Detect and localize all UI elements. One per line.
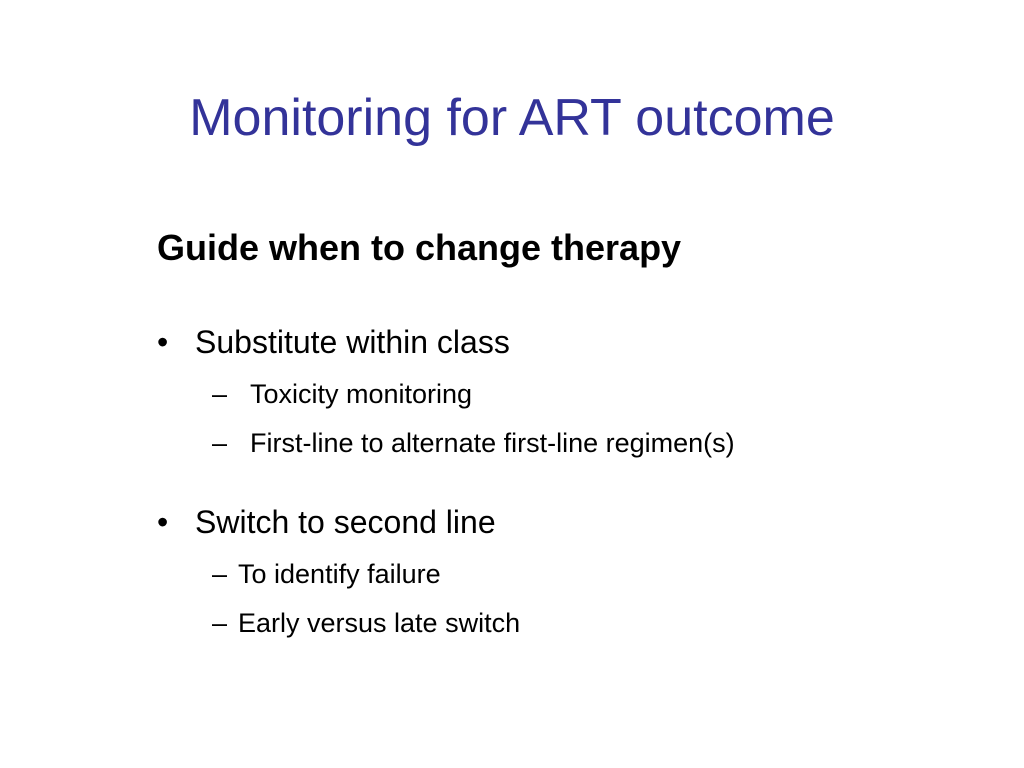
bullet-marker: • [157,324,169,360]
bullet-substitute-within-class [157,322,510,362]
subitem-identify-failure [212,557,441,591]
bullet-text: Substitute within class [195,324,510,360]
subitem-text: Toxicity monitoring [250,379,473,409]
subitem-marker: – [212,608,228,638]
bullet-switch-to-second-line [157,502,496,542]
slide-title: Monitoring for ART outcome [189,89,835,147]
subitem-text: Early versus late switch [238,608,521,638]
subitem-marker: – [212,559,228,589]
subitem-text: To identify failure [238,559,441,589]
subitem-early-late-switch [212,606,520,640]
slide-subheading: Guide when to change therapy [157,227,682,268]
subitem-marker: – [212,428,228,458]
subitem-toxicity-monitoring [212,377,472,411]
subitem-first-line-alternate [212,426,735,460]
bullet-marker: • [157,504,169,540]
bullet-text: Switch to second line [195,504,496,540]
subitem-text: First-line to alternate first-line regimen(s) [250,428,735,458]
subitem-marker: – [212,379,228,409]
